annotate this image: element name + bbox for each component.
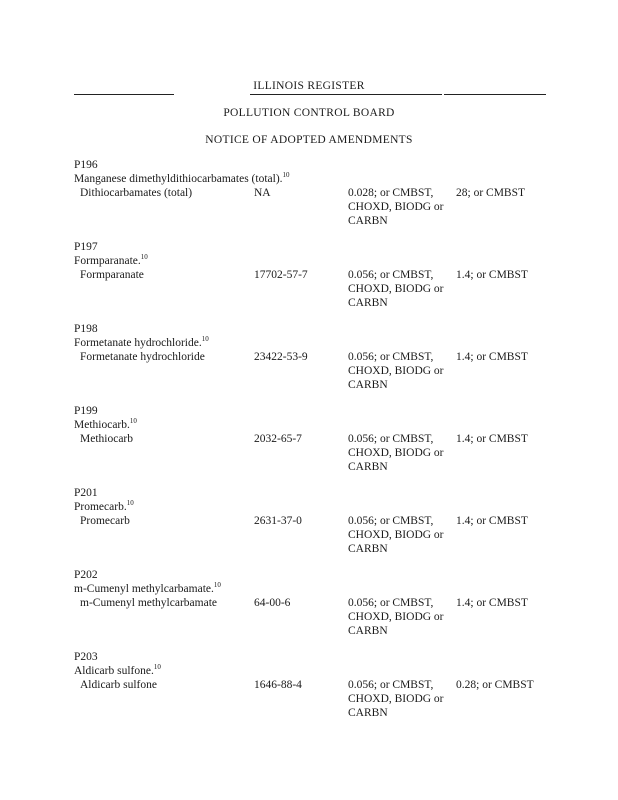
cas-number: 64-00-6 <box>254 597 291 609</box>
wastewater-standard: 0.056; or CMBST, CHOXD, BIODG or CARBN <box>348 679 444 719</box>
header-rule-right <box>444 94 546 95</box>
register-title: ILLINOIS REGISTER <box>253 80 365 92</box>
constituent-name: Aldicarb sulfone <box>80 679 157 691</box>
nonwastewater-standard: 1.4; or CMBST <box>456 351 528 363</box>
footnote-ref: 10 <box>126 499 134 508</box>
waste-title: Manganese dimethyldithiocarbamates (total).$^{10}$ <box>74 171 290 185</box>
nonwastewater-standard: 0.28; or CMBST <box>456 679 534 691</box>
board-title: POLLUTION CONTROL BOARD <box>223 107 395 119</box>
cas-number: 2032-65-7 <box>254 433 302 445</box>
wastewater-standard: 0.056; or CMBST, CHOXD, BIODG or CARBN <box>348 515 444 555</box>
waste-code: P197 <box>74 241 98 253</box>
wastewater-standard: 0.056; or CMBST, CHOXD, BIODG or CARBN <box>348 433 444 473</box>
notice-title: NOTICE OF ADOPTED AMENDMENTS <box>205 134 413 146</box>
nonwastewater-standard: 1.4; or CMBST <box>456 269 528 281</box>
wastewater-standard: 0.028; or CMBST, CHOXD, BIODG or CARBN <box>348 187 444 227</box>
constituent-name: Methiocarb <box>80 433 134 445</box>
wastewater-standard: 0.056; or CMBST, CHOXD, BIODG or CARBN <box>348 269 444 309</box>
constituent-row <box>74 186 574 228</box>
waste-entry <box>74 322 574 392</box>
constituent-row <box>74 514 574 556</box>
nonwastewater-standard: 1.4; or CMBST <box>456 597 528 609</box>
waste-code: P203 <box>74 651 98 663</box>
footnote-ref: 10 <box>282 171 290 180</box>
constituent-row <box>74 432 574 474</box>
waste-entry <box>74 404 574 474</box>
waste-entry <box>74 650 574 720</box>
footnote-ref: 10 <box>213 581 221 590</box>
header-rule-left <box>74 94 174 95</box>
cas-number: 1646-88-4 <box>254 679 302 691</box>
header-rule-center <box>250 94 442 95</box>
footnote-ref: 10 <box>153 663 161 672</box>
waste-entry <box>74 240 574 310</box>
constituent-row <box>74 678 574 720</box>
waste-code: P201 <box>74 487 98 499</box>
wastewater-standard: 0.056; or CMBST, CHOXD, BIODG or CARBN <box>348 597 444 637</box>
waste-title: Methiocarb.$^{10}$ <box>74 417 137 431</box>
cas-number: 17702-57-7 <box>254 269 308 281</box>
waste-title: Formparanate.$^{10}$ <box>74 253 148 267</box>
constituent-name: m-Cumenyl methylcarbamate <box>80 597 217 609</box>
cas-number: NA <box>254 187 271 199</box>
waste-entry <box>74 568 574 638</box>
nonwastewater-standard: 1.4; or CMBST <box>456 433 528 445</box>
nonwastewater-standard: 28; or CMBST <box>456 187 526 199</box>
constituent-name: Formparanate <box>80 269 144 281</box>
nonwastewater-standard: 1.4; or CMBST <box>456 515 528 527</box>
footnote-ref: 10 <box>129 417 137 426</box>
constituent-row <box>74 350 574 392</box>
waste-code: P199 <box>74 405 98 417</box>
wastewater-standard: 0.056; or CMBST, CHOXD, BIODG or CARBN <box>348 351 444 391</box>
waste-title: m-Cumenyl methylcarbamate.$^{10}$ <box>74 581 221 595</box>
waste-code: P196 <box>74 159 98 171</box>
cas-number: 2631-37-0 <box>254 515 302 527</box>
constituent-name: Dithiocarbamates (total) <box>80 187 193 199</box>
waste-title: Aldicarb sulfone.$^{10}$ <box>74 663 161 677</box>
footnote-ref: 10 <box>140 253 148 262</box>
waste-code: P198 <box>74 323 98 335</box>
waste-title: Promecarb.$^{10}$ <box>74 499 134 513</box>
waste-entry <box>74 486 574 556</box>
waste-entry <box>74 158 574 228</box>
constituent-name: Formetanate hydrochloride <box>80 351 205 363</box>
constituent-name: Promecarb <box>80 515 130 527</box>
cas-number: 23422-53-9 <box>254 351 308 363</box>
constituent-row <box>74 596 574 638</box>
waste-title: Formetanate hydrochloride.$^{10}$ <box>74 335 209 349</box>
waste-code: P202 <box>74 569 98 581</box>
constituent-row <box>74 268 574 310</box>
footnote-ref: 10 <box>201 335 209 344</box>
